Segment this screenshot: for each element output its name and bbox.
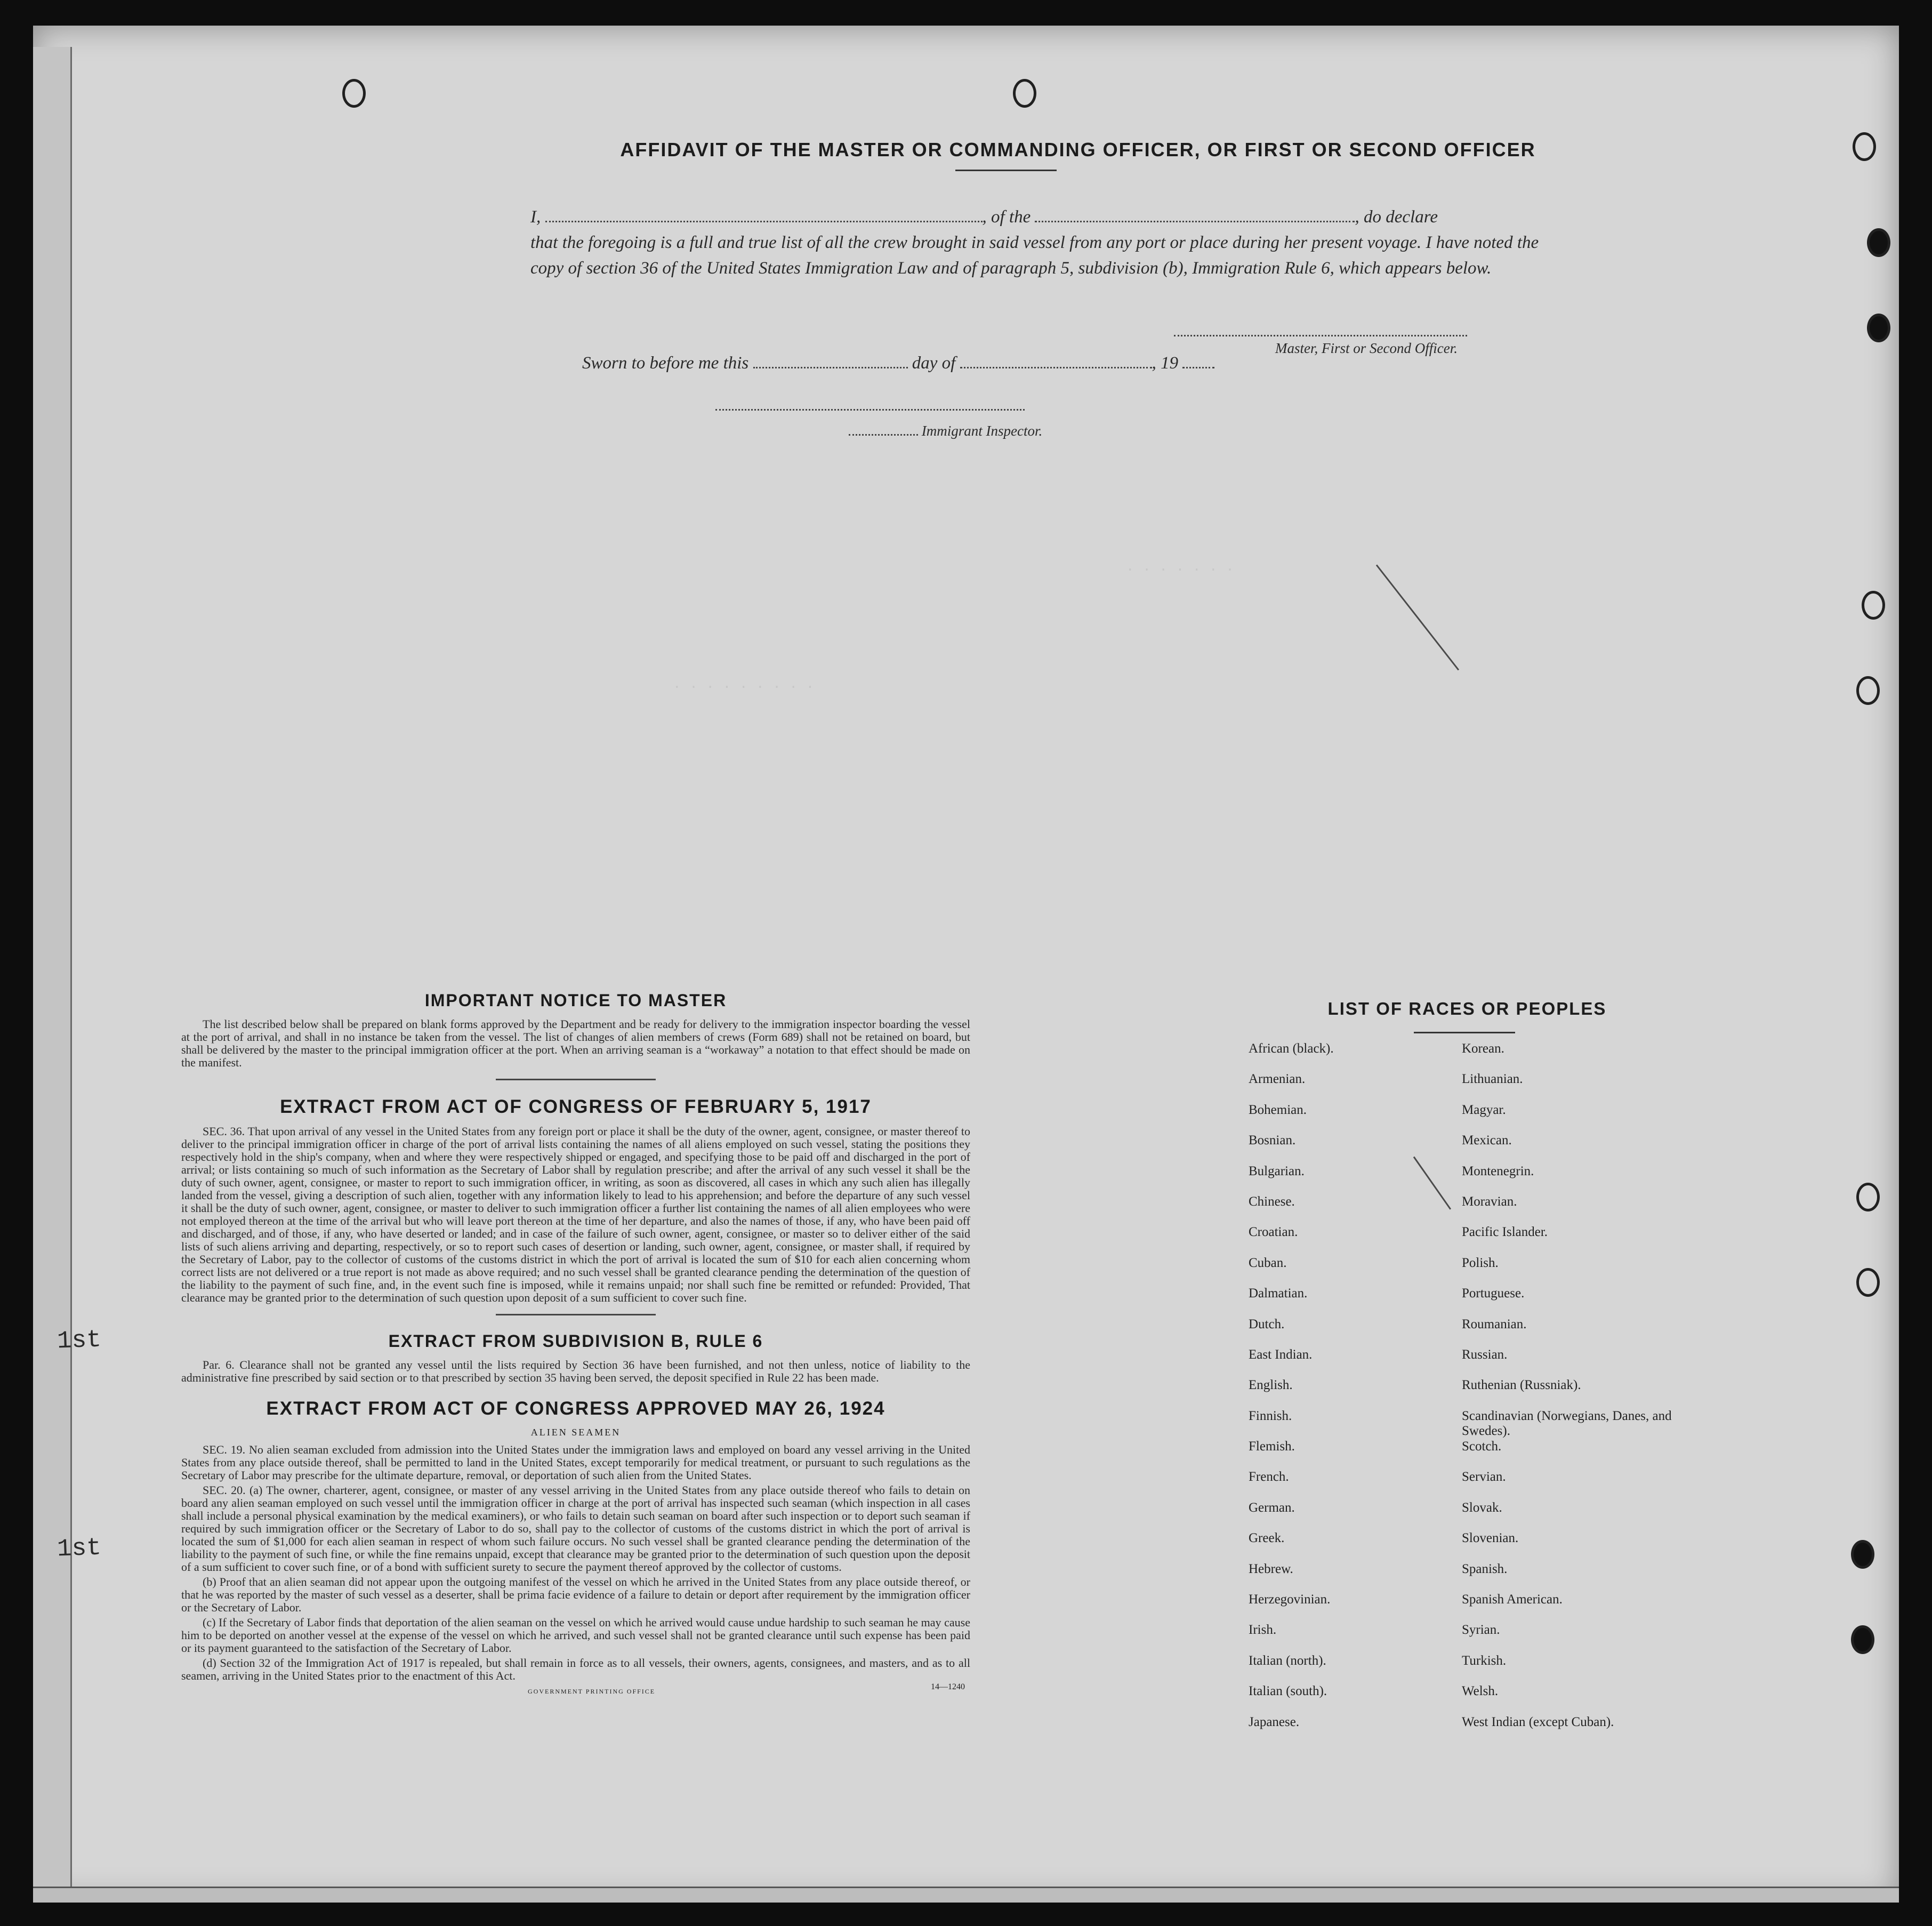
margin-mark-lower: 1st — [57, 1534, 102, 1563]
bleed-through: . . . . . . . . . — [673, 676, 815, 692]
inspector-caption — [849, 423, 1042, 439]
year-blank — [1182, 352, 1214, 368]
extract-1924-sec19: SEC. 19. No alien seaman excluded from admission into the United States under the immigration laws and employed on board any vessel arriving in the United States from any place outside thereof, shall be permitted to land in the United States, except temporarily for medical treatment, or pursuant to such regulations as the Secretary of Labor may prescribe for the ultimate departure, removal, or deportation of such alien from the United States. — [181, 1443, 970, 1482]
extract-1917-title: EXTRACT FROM ACT OF CONGRESS OF FEBRUARY 5, 1917 — [280, 1096, 872, 1117]
races-title-rule — [1414, 1032, 1515, 1033]
race-item: English. — [1249, 1378, 1293, 1393]
section-divider — [496, 1079, 656, 1080]
margin-mark-upper: 1st — [57, 1326, 102, 1355]
punch-hole — [1856, 676, 1880, 705]
race-item: Armenian. — [1249, 1072, 1306, 1087]
race-item: German. — [1249, 1500, 1295, 1515]
race-item: Russian. — [1462, 1347, 1508, 1362]
race-item: Herzegovinian. — [1249, 1592, 1331, 1607]
race-item: Chinese. — [1249, 1194, 1295, 1209]
notice-title: IMPORTANT NOTICE TO MASTER — [424, 991, 727, 1010]
extract-rule6-title: EXTRACT FROM SUBDIVISION B, RULE 6 — [388, 1331, 763, 1351]
punch-hole — [1851, 1625, 1874, 1654]
bottom-edge — [33, 1887, 1899, 1903]
race-item: East Indian. — [1249, 1347, 1313, 1362]
punch-hole — [1862, 591, 1885, 620]
race-item: Polish. — [1462, 1255, 1499, 1270]
form-number: 14—1240 — [931, 1682, 965, 1691]
race-item: Flemish. — [1249, 1439, 1295, 1454]
race-item: Finnish. — [1249, 1408, 1292, 1423]
race-item: Slovak. — [1462, 1500, 1502, 1515]
extract-1924-sec20d: (d) Section 32 of the Immigration Act of 1917 is repealed, but shall remain in force as to all vessels, their owners, agents, consignees, and masters, and as to all seamen, arriving in the United States prior to the enactment of this Act. — [181, 1656, 970, 1682]
vessel-blank — [1035, 206, 1355, 222]
race-item: Scandinavian (Norwegians, Danes, and Swedes). — [1462, 1408, 1672, 1438]
inspector-blank — [849, 424, 918, 436]
master-signature-caption: Master, First or Second Officer. — [1275, 340, 1458, 356]
race-item: Dutch. — [1249, 1317, 1285, 1331]
race-item: African (black). — [1249, 1041, 1334, 1056]
affidavit-declaration — [530, 204, 1543, 281]
race-item: French. — [1249, 1470, 1289, 1484]
bound-edge — [33, 47, 72, 1903]
section-divider — [496, 1314, 656, 1315]
race-item: Magyar. — [1462, 1102, 1506, 1117]
printer-credit: GOVERNMENT PRINTING OFFICE — [528, 1688, 656, 1695]
race-item: Dalmatian. — [1249, 1286, 1308, 1301]
punch-hole — [1013, 79, 1036, 108]
extract-1924-subtitle: ALIEN SEAMEN — [530, 1427, 621, 1438]
punch-hole — [1853, 132, 1876, 161]
declaration-do-declare: , do declare — [1355, 207, 1438, 227]
name-blank — [545, 206, 983, 222]
race-item: Greek. — [1249, 1531, 1285, 1546]
races-list — [1249, 1041, 1707, 1745]
inspector-caption-text: Immigrant Inspector. — [921, 423, 1043, 439]
extract-1924-sec20b: (b) Proof that an alien seaman did not appear upon the outgoing manifest of the vessel on which he arrived in the United States from any place outside thereof, or that he was reported by the master of such vessel as a deserter, shall be prima facie evidence of a failure to detain or deport after requirement by the immigration officer or the Secretary of Labor. — [181, 1575, 970, 1614]
extract-1924-sec20c: (c) If the Secretary of Labor finds that deportation of the alien seaman on the vessel on which he arrived would cause undue hardship to such seaman he may cause him to be deported on another vessel at the expense of the vessel on which he arrived, and such vessel shall not be granted clearance until such expense has been paid or its payment guaranteed to the satisfaction of the Secretary of Labor. — [181, 1616, 970, 1655]
extract-1924-title: EXTRACT FROM ACT OF CONGRESS APPROVED MAY 26, 1924 — [266, 1398, 885, 1419]
race-item: Portuguese. — [1462, 1286, 1525, 1301]
sworn-day-of: day of — [912, 354, 956, 373]
races-title: LIST OF RACES OR PEOPLES — [1327, 999, 1607, 1018]
race-item: Turkish. — [1462, 1653, 1507, 1668]
race-item: Lithuanian. — [1462, 1072, 1523, 1087]
race-item: Hebrew. — [1249, 1561, 1293, 1576]
race-item: Scotch. — [1462, 1439, 1502, 1454]
race-item: Spanish American. — [1462, 1592, 1563, 1607]
extract-rule6-text: Par. 6. Clearance shall not be granted any vessel until the lists required by Section 36 have been furnished, and not then unless, notice of liability to the administrative fine prescribed by said section or to that prescribed by section 35 having been served, the deposit specified in Rule 22 has been made. — [181, 1358, 970, 1384]
inspector-signature-line — [715, 408, 1025, 411]
race-item: Slovenian. — [1462, 1531, 1519, 1546]
scratch-mark — [1376, 565, 1459, 671]
race-item: Italian (south). — [1249, 1684, 1327, 1699]
title-rule — [955, 170, 1057, 171]
race-item: Japanese. — [1249, 1714, 1300, 1729]
race-item: Croatian. — [1249, 1225, 1298, 1240]
notice-column — [181, 991, 970, 1700]
race-item: Spanish. — [1462, 1561, 1508, 1576]
race-item: Servian. — [1462, 1470, 1506, 1484]
sworn-year: , 19 — [1152, 354, 1179, 373]
race-item: Bosnian. — [1249, 1133, 1296, 1148]
race-item: Mexican. — [1462, 1133, 1512, 1148]
race-item: Bohemian. — [1249, 1102, 1307, 1117]
extract-1917-text: SEC. 36. That upon arrival of any vessel in the United States from any foreign port or place it shall be the duty of the owner, agent, consignee, or master thereof to deliver to the principal immigration officer in charge of the port of arrival lists containing the names of all aliens employed on such vessel, stating the positions they respectively hold in the ship's company, when and where they were respectively shipped or engaged, and specifying those to be paid off and discharged in the port of arrival; or lists containing so much of such information as the Secretary of Labor shall by regulation prescribe; and after the arrival of any such vessel it shall be the duty of such owner, agent, consignee, or master to report to such immigration officer, in writing, as soon as discovered, all cases in which any such alien has illegally landed from the vessel, giving a description of such alien, together with any information likely to lead to his apprehension; and before the departure of any such vessel it shall be the duty of such owner, agent, consignee, or master to deliver to such immigration officer a further list containing the names of all alien employees who were not employed thereon at the time of the arrival but who will leave port thereon at the time of her departure, and also the names of those, if any, who have been paid off and discharged, and of those, if any, who have deserted or landed; and in case of the failure of such owner, agent, consignee, or master so to deliver either of the said lists of such aliens arriving and departing, respectively, or so to report such cases of desertion or landing, such owner, agent, consignee, or master shall, if required by the Secretary of Labor, pay to the collector of customs of the customs district in which the port of arrival is located the sum of $10 for each alien concerning whom correct lists are not delivered or a true report is not made as above required; and no such vessel shall be granted clearance pending the determination of the question of the liability to the payment of such fine, and, in the event such fine is imposed, while it remains unpaid; nor shall such fine be remitted or refunded: Provided, That clearance may be granted prior to the determination of such question upon deposit of a sum sufficient to cover such fine. — [181, 1125, 970, 1304]
print-footer — [181, 1684, 970, 1700]
month-blank — [960, 352, 1152, 368]
race-item: West Indian (except Cuban). — [1462, 1714, 1614, 1729]
extract-1924-sec20a: SEC. 20. (a) The owner, charterer, agent, consignee, or master of any vessel arriving in the United States from any place outside thereof who fails to detain on board any alien seaman employed on such vessel until the immigration officer in charge at the port of arrival has inspected such seaman (which inspection in all cases shall include a personal physical examination by the medical examiners), or who fails to detain such seaman on board after such inspection or to deport such seaman if required by such immigration officer or the Secretary of Labor to do so, shall pay to the collector of customs of the customs district in which the port of arrival is located the sum of $1,000 for each alien seaman in respect of whom such failure occurs. No such vessel shall be granted clearance pending the determination of the liability to the payment of such fine, or while the fine remains unpaid, except that clearance may be granted prior to the determination of such question upon the deposit of a sum sufficient to cover such fine, or of a bond with sufficient surety to secure the payment thereof approved by the collector of customs. — [181, 1483, 970, 1574]
bleed-through: . . . . . . . — [1126, 559, 1234, 575]
day-blank — [753, 352, 908, 368]
declaration-pronoun: I, — [530, 207, 541, 227]
race-item: Ruthenian (Russniak). — [1462, 1378, 1581, 1393]
manifest-page — [33, 26, 1899, 1903]
affidavit-title: AFFIDAVIT OF THE MASTER OR COMMANDING OFFICER, OR FIRST OR SECOND OFFICER — [620, 139, 1536, 160]
declaration-first-line — [530, 204, 1543, 230]
race-item: Montenegrin. — [1462, 1163, 1534, 1178]
race-item: Korean. — [1462, 1041, 1504, 1056]
race-item: Welsh. — [1462, 1684, 1499, 1699]
race-item: Bulgarian. — [1249, 1163, 1305, 1178]
punch-hole — [1867, 314, 1890, 342]
race-item: Moravian. — [1462, 1194, 1517, 1209]
race-item: Irish. — [1249, 1623, 1277, 1638]
punch-hole — [1856, 1268, 1880, 1297]
declaration-of-the: , of the — [982, 207, 1031, 227]
race-item: Pacific Islander. — [1462, 1225, 1548, 1240]
race-item: Roumanian. — [1462, 1317, 1527, 1331]
declaration-text: that the foregoing is a full and true list of all the crew brought in said vessel from any port or place during her present voyage. I have noted the copy of section 36 of the United States Immigration Law and of paragraph 5, subdivision (b), Immigration Rule 6, which appears below. — [530, 233, 1539, 278]
punch-hole — [1851, 1540, 1874, 1569]
race-item: Italian (north). — [1249, 1653, 1326, 1668]
punch-hole — [1856, 1183, 1880, 1211]
punch-hole — [1867, 228, 1890, 257]
race-item: Cuban. — [1249, 1255, 1287, 1270]
master-signature-line — [1174, 334, 1467, 336]
race-item: Syrian. — [1462, 1623, 1500, 1638]
notice-text: The list described below shall be prepared on blank forms approved by the Department and be ready for delivery to the immigration inspector boarding the vessel at the port of arrival, and shall in no instance be taken from the vessel. The list of changes of alien members of crews (Form 689) shall not be retained on board, but shall be delivered by the master to the principal immigration officer at the port. When an arriving seaman is a “workaway” a notation to that effect should be made on the manifest. — [181, 1017, 970, 1069]
punch-hole — [342, 79, 366, 108]
sworn-prefix: Sworn to before me this — [582, 354, 749, 373]
sworn-statement — [582, 352, 1275, 373]
